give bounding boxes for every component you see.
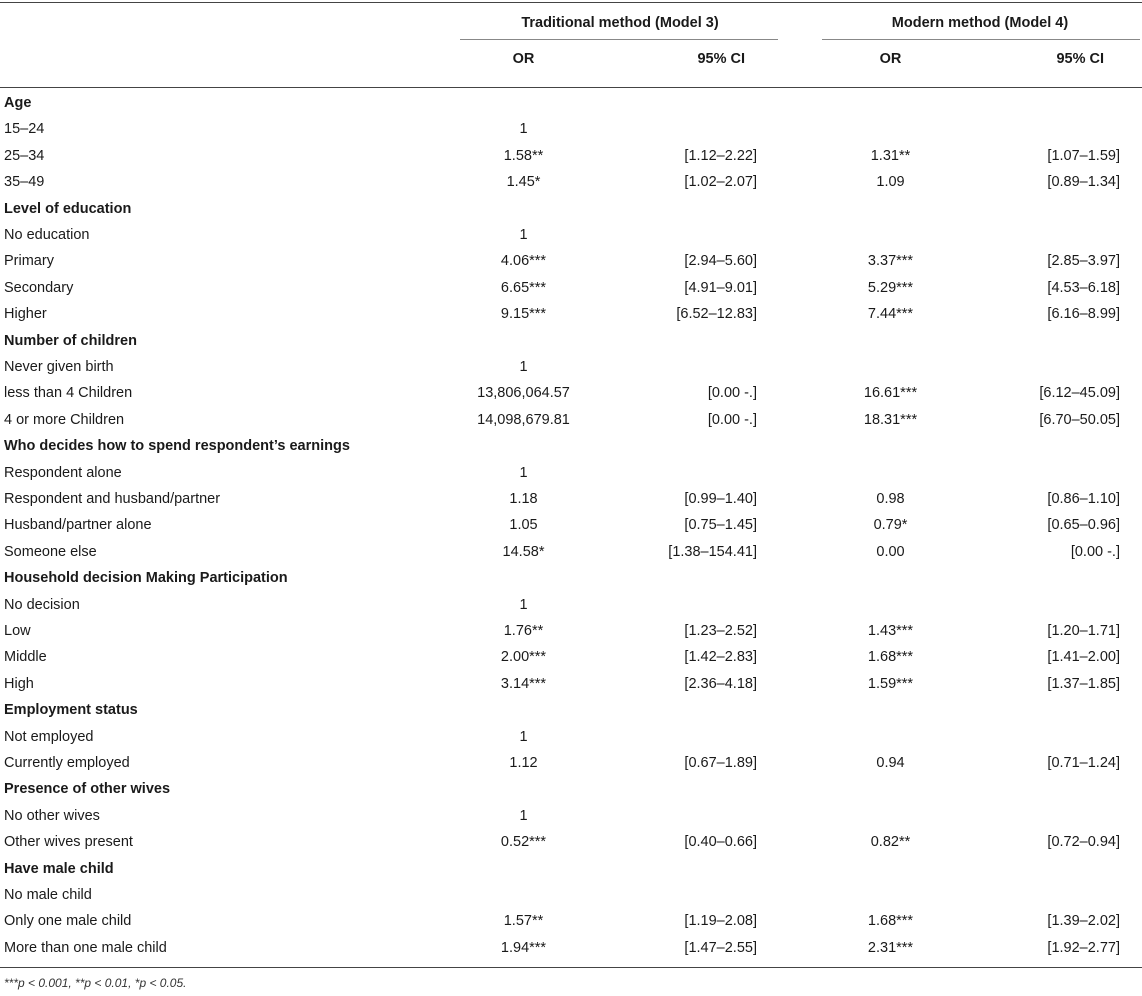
cell-ci-modern: [1.39–2.02] <box>1047 913 1120 930</box>
cell-or-traditional: 1.57** <box>503 913 544 930</box>
top-rule <box>0 2 1142 3</box>
table-row <box>0 380 1142 406</box>
table-row <box>0 222 1142 248</box>
table-row <box>0 301 1142 327</box>
cell-ci-traditional: [6.52–12.83] <box>676 306 757 323</box>
category-label: Level of education <box>4 200 132 217</box>
row-label: Someone else <box>4 543 97 560</box>
cell-ci-modern: [6.16–8.99] <box>1047 306 1120 323</box>
table-row <box>0 671 1142 697</box>
row-label: Middle <box>4 649 47 666</box>
category-label: Presence of other wives <box>4 781 171 798</box>
table-row <box>0 592 1142 618</box>
row-label: Respondent alone <box>4 464 122 481</box>
cell-or-traditional: 1.76** <box>503 623 544 639</box>
cell-ci-traditional: [0.00 -.] <box>707 385 757 402</box>
row-label: Never given birth <box>4 359 114 375</box>
cell-ci-traditional: [1.02–2.07] <box>684 174 757 191</box>
cell-or-modern: 16.61*** <box>863 385 918 402</box>
category-label: Household decision Making Participation <box>4 570 288 587</box>
category-row <box>0 433 1142 459</box>
cell-or-traditional: 1.12 <box>509 755 538 771</box>
table-row <box>0 644 1142 670</box>
table-row <box>0 803 1142 829</box>
category-row <box>0 196 1142 222</box>
row-label: Higher <box>4 306 47 323</box>
cell-or-traditional: 2.00*** <box>500 649 547 666</box>
col-header-or-modern: OR <box>879 51 902 67</box>
table-row <box>0 882 1142 908</box>
cell-ci-traditional: [0.00 -.] <box>707 411 757 428</box>
cell-ci-traditional: [0.99–1.40] <box>684 491 757 507</box>
group-header-traditional: Traditional method (Model 3) <box>521 15 719 31</box>
cell-ci-modern: [1.92–2.77] <box>1047 939 1120 956</box>
cell-or-traditional: 1.94*** <box>500 939 547 956</box>
cell-or-traditional: 1 <box>519 359 528 375</box>
category-row <box>0 856 1142 882</box>
cell-or-traditional: 1.45* <box>506 174 541 191</box>
row-label: More than one male child <box>4 939 167 956</box>
table-row <box>0 460 1142 486</box>
cell-ci-traditional: [1.42–2.83] <box>684 649 757 666</box>
group-underline-traditional <box>460 39 778 40</box>
cell-ci-traditional: [1.19–2.08] <box>684 913 757 930</box>
cell-or-traditional: 1 <box>519 596 528 613</box>
cell-ci-modern: [1.41–2.00] <box>1047 649 1120 666</box>
cell-or-traditional: 1 <box>519 807 528 824</box>
category-label: Employment status <box>4 702 138 719</box>
category-label: Have male child <box>4 860 114 877</box>
col-header-ci-traditional: 95% CI <box>697 51 745 67</box>
table-row <box>0 908 1142 934</box>
category-label: Number of children <box>4 332 137 349</box>
category-row <box>0 697 1142 723</box>
cell-or-modern: 0.79* <box>873 517 908 534</box>
cell-or-modern: 7.44*** <box>867 306 914 323</box>
table-row <box>0 275 1142 301</box>
row-label: Not employed <box>4 728 94 745</box>
cell-or-modern: 18.31*** <box>863 411 918 428</box>
table-row <box>0 539 1142 565</box>
cell-or-traditional: 0.52*** <box>500 834 547 851</box>
cell-or-modern: 0.98 <box>876 491 905 507</box>
row-label: Other wives present <box>4 834 133 851</box>
cell-or-modern: 0.94 <box>876 755 905 771</box>
cell-ci-modern: [0.00 -.] <box>1070 543 1120 560</box>
cell-or-modern: 1.68*** <box>867 913 914 930</box>
cell-or-traditional: 6.65*** <box>500 279 547 296</box>
cell-or-modern: 0.00 <box>876 543 905 560</box>
cell-ci-traditional: [1.38–154.41] <box>668 543 757 560</box>
cell-ci-modern: [0.72–0.94] <box>1047 834 1120 851</box>
row-label: No education <box>4 227 90 243</box>
row-label: Respondent and husband/partner <box>4 491 221 507</box>
cell-ci-modern: [0.65–0.96] <box>1047 517 1120 534</box>
cell-ci-traditional: [1.12–2.22] <box>684 147 757 164</box>
row-label: Only one male child <box>4 913 132 930</box>
cell-or-traditional: 14.58* <box>502 543 545 560</box>
cell-or-traditional: 13,806,064.57 <box>477 385 570 402</box>
category-row <box>0 328 1142 354</box>
cell-or-traditional: 9.15*** <box>500 306 547 323</box>
table-row <box>0 143 1142 169</box>
cell-ci-modern: [2.85–3.97] <box>1047 253 1120 270</box>
cell-or-modern: 1.31** <box>870 147 911 164</box>
row-label: 4 or more Children <box>4 411 125 428</box>
cell-ci-modern: [4.53–6.18] <box>1047 279 1120 296</box>
cell-ci-modern: [6.12–45.09] <box>1039 385 1120 402</box>
cell-or-modern: 1.43*** <box>867 623 914 639</box>
cell-ci-modern: [0.89–1.34] <box>1047 174 1120 191</box>
row-label: No other wives <box>4 807 100 824</box>
cell-ci-modern: [0.86–1.10] <box>1047 491 1120 507</box>
cell-or-modern: 5.29*** <box>867 279 914 296</box>
table-row <box>0 724 1142 750</box>
cell-ci-modern: [1.37–1.85] <box>1047 675 1120 692</box>
cell-or-traditional: 1 <box>519 227 528 243</box>
cell-ci-traditional: [2.94–5.60] <box>684 253 757 270</box>
group-header-modern: Modern method (Model 4) <box>891 15 1069 31</box>
cell-or-traditional: 4.06*** <box>500 253 547 270</box>
table-row <box>0 935 1142 961</box>
cell-ci-modern: [0.71–1.24] <box>1047 755 1120 771</box>
cell-ci-modern: [1.07–1.59] <box>1047 147 1120 164</box>
row-label: High <box>4 675 34 692</box>
row-label: No decision <box>4 596 80 613</box>
cell-ci-traditional: [4.91–9.01] <box>684 279 757 296</box>
table-row <box>0 829 1142 855</box>
col-header-ci-modern: 95% CI <box>1056 51 1104 67</box>
cell-or-modern: 3.37*** <box>867 253 914 270</box>
category-row <box>0 776 1142 802</box>
row-label: Secondary <box>4 279 74 296</box>
col-header-or-traditional: OR <box>512 51 535 67</box>
category-row <box>0 90 1142 116</box>
cell-or-traditional: 1.58** <box>503 147 544 164</box>
row-label: 35–49 <box>4 174 45 191</box>
cell-or-modern: 1.09 <box>876 174 905 191</box>
cell-ci-traditional: [2.36–4.18] <box>684 675 757 692</box>
category-label: Who decides how to spend respondent’s earnings <box>4 438 350 455</box>
table-footnote: ***p < 0.001, **p < 0.01, *p < 0.05. <box>4 976 187 990</box>
category-row <box>0 565 1142 591</box>
cell-or-modern: 1.59*** <box>867 675 914 692</box>
row-label: Primary <box>4 253 54 270</box>
table-row <box>0 169 1142 195</box>
table-row <box>0 248 1142 274</box>
cell-or-traditional: 3.14*** <box>500 675 547 692</box>
row-label: Currently employed <box>4 755 130 771</box>
row-label: No male child <box>4 887 92 903</box>
cell-or-traditional: 1.18 <box>509 491 538 507</box>
bottom-rule <box>0 967 1142 968</box>
cell-ci-traditional: [1.23–2.52] <box>684 623 757 639</box>
table-row <box>0 407 1142 433</box>
cell-or-traditional: 1 <box>519 464 528 481</box>
row-label: 25–34 <box>4 147 45 164</box>
table-row <box>0 512 1142 538</box>
table-row <box>0 750 1142 776</box>
cell-or-traditional: 1 <box>519 121 528 138</box>
group-underline-modern <box>822 39 1140 40</box>
row-label: less than 4 Children <box>4 385 133 402</box>
cell-or-traditional: 14,098,679.81 <box>477 411 570 428</box>
cell-or-modern: 1.68*** <box>867 649 914 666</box>
header-rule <box>0 87 1142 88</box>
cell-or-modern: 0.82** <box>870 834 911 851</box>
cell-ci-traditional: [0.67–1.89] <box>684 755 757 771</box>
cell-ci-traditional: [0.75–1.45] <box>684 517 757 534</box>
row-label: 15–24 <box>4 121 45 138</box>
table-row <box>0 618 1142 644</box>
cell-or-modern: 2.31*** <box>867 939 914 956</box>
cell-or-traditional: 1 <box>519 728 528 745</box>
table-row <box>0 486 1142 512</box>
cell-ci-modern: [6.70–50.05] <box>1039 411 1120 428</box>
category-label: Age <box>4 95 32 111</box>
table-row <box>0 354 1142 380</box>
cell-ci-modern: [1.20–1.71] <box>1047 623 1120 639</box>
cell-or-traditional: 1.05 <box>509 517 538 534</box>
row-label: Husband/partner alone <box>4 517 152 534</box>
cell-ci-traditional: [0.40–0.66] <box>684 834 757 851</box>
cell-ci-traditional: [1.47–2.55] <box>684 939 757 956</box>
row-label: Low <box>4 623 31 639</box>
table-row <box>0 116 1142 142</box>
